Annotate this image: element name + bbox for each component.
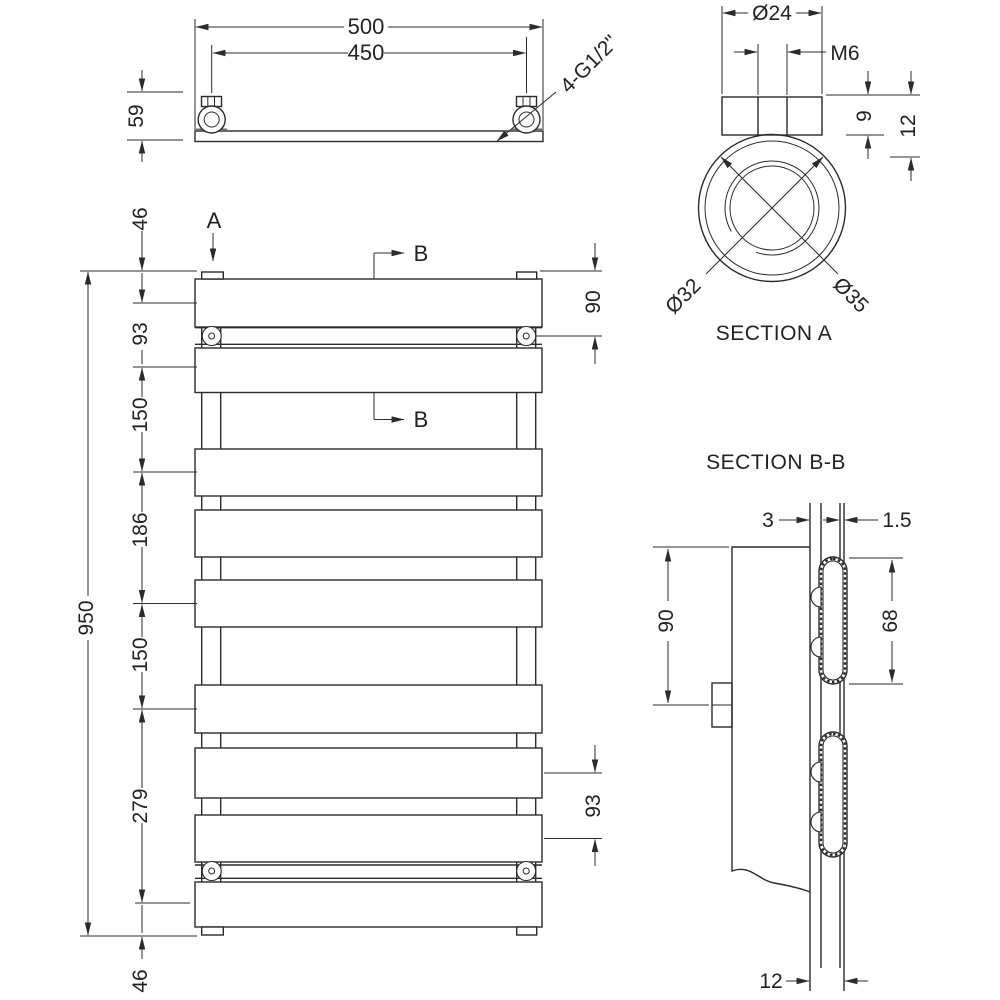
cut-label-b-lower: B: [413, 407, 429, 432]
panel-section-lower: [819, 732, 847, 857]
thread-callout: 4-G1/2": [555, 30, 623, 98]
dim-thread: M6: [830, 42, 860, 65]
dim-spacing-3: 150: [129, 637, 152, 673]
dim-bracket-height: 90: [655, 609, 678, 633]
dim-overall-height: 950: [75, 600, 98, 636]
dimension-chain: [129, 207, 152, 992]
radiator-panels: [195, 279, 542, 927]
dim-depth: 59: [125, 104, 148, 128]
section-a: [661, 2, 920, 345]
dim-depth-2: 12: [897, 114, 920, 138]
dim-collar-dia: Ø24: [752, 2, 792, 25]
dim-bracket-span: 93: [129, 322, 152, 346]
dim-connection-spacing: 450: [347, 40, 385, 65]
collar-block: [722, 97, 822, 135]
front-view: [75, 207, 605, 992]
dim-spacing-1: 150: [129, 397, 152, 433]
dim-tube-depth: 12: [759, 970, 783, 993]
dim-spacing-4: 279: [129, 788, 152, 824]
cut-label-a: A: [206, 208, 222, 233]
section-a-title: SECTION A: [715, 322, 833, 345]
dim-wall: 1.5: [882, 509, 912, 532]
dim-right-lower: 93: [582, 794, 605, 818]
section-bb-title: SECTION B-B: [706, 451, 846, 474]
dim-gap: 3: [762, 509, 774, 532]
cut-label-b-upper: B: [413, 241, 429, 266]
top-view: [125, 14, 623, 162]
dim-top-offset: 46: [129, 207, 152, 231]
dim-bottom-offset: 46: [129, 969, 152, 993]
dim-right-top: 90: [582, 290, 605, 314]
dim-panel-width: 68: [879, 609, 902, 633]
dim-outer-dia: Ø35: [828, 273, 873, 318]
dim-spacing-2: 186: [129, 512, 152, 548]
dim-depth-1: 9: [853, 110, 876, 122]
dim-inner-dia: Ø32: [661, 274, 706, 319]
section-b-b: [653, 451, 912, 993]
right-valve-connection: [513, 97, 540, 134]
collector-plate: [732, 547, 810, 892]
left-valve-connection: [198, 97, 225, 134]
dim-top-overall-width: 500: [347, 14, 385, 39]
panel-section-upper: [819, 557, 847, 684]
top-rail-bar: [195, 131, 543, 142]
